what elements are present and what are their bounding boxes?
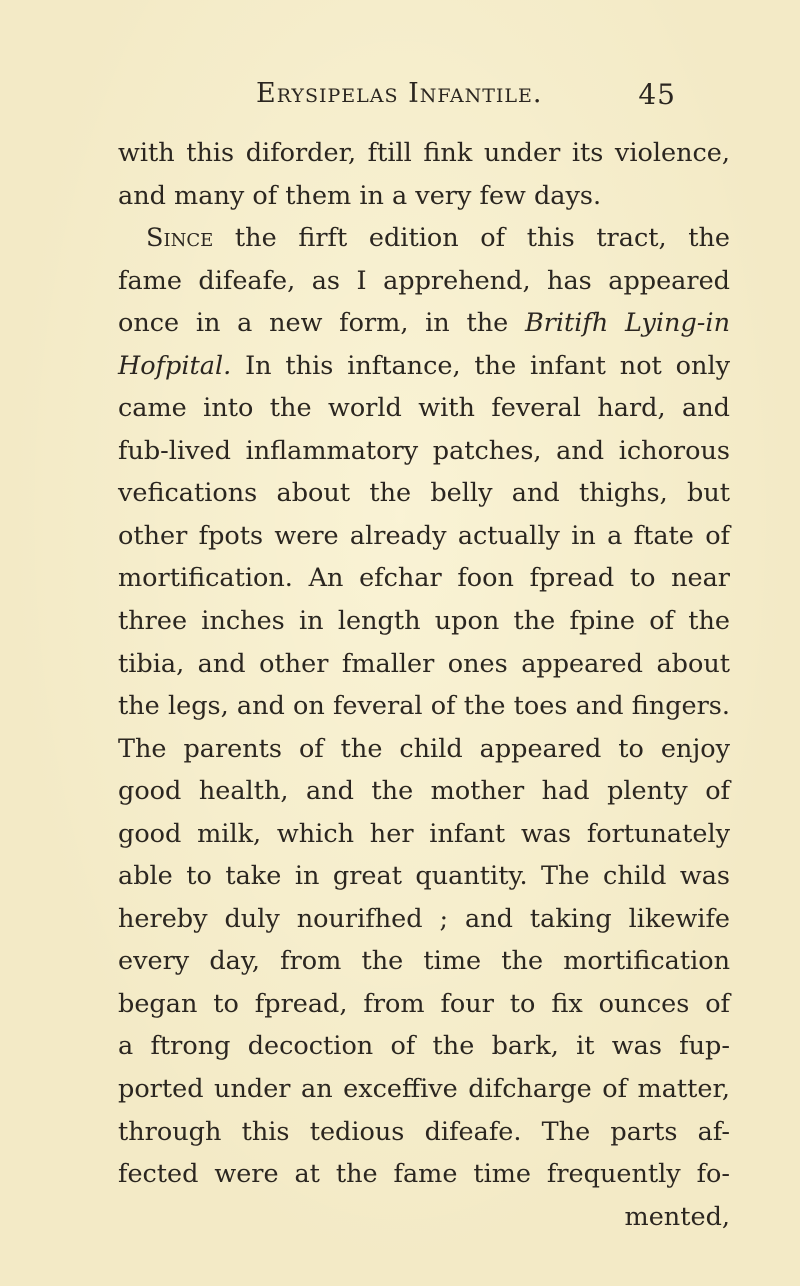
- text-line: hereby duly nourifhed ; and taking likewife: [118, 903, 730, 934]
- text-line: ported under an exceffive difcharge of matter,: [118, 1074, 730, 1105]
- text-line: vefications about the belly and thighs, but: [118, 478, 730, 509]
- inline-italic: Hofpital.: [118, 350, 232, 381]
- text-line: a ftrong decoction of the bark, it was fup-: [118, 1031, 730, 1062]
- text-line: [118, 345, 730, 388]
- catchword: mented,: [624, 1201, 730, 1232]
- page-number: 45: [638, 78, 676, 111]
- text-line: and many of them in a very few days.: [118, 180, 602, 211]
- text-line: came into the world with feveral hard, and: [118, 393, 730, 424]
- text-line: began to fpread, from four to fix ounces of: [118, 988, 730, 1019]
- text-line: good milk, which her infant was fortunately: [118, 818, 730, 849]
- text-line: able to take in great quantity. The child was: [118, 861, 730, 892]
- line-fragment: the firft edition of this tract, the: [234, 223, 731, 254]
- text-line: three inches in length upon the fpine of the: [118, 606, 730, 637]
- line-fragment: once in a new form, in the: [118, 308, 509, 339]
- text-line: fected were at the fame time frequently fo-: [118, 1159, 730, 1190]
- text-line: other fpots were already actually in a ftate of: [118, 520, 730, 551]
- running-header: [256, 78, 676, 118]
- text-line: tibia, and other fmaller ones appeared about: [118, 648, 730, 679]
- inline-italic: Britifh Lying-in: [524, 308, 730, 339]
- text-line: good health, and the mother had plenty of: [118, 776, 730, 807]
- text-line: with this diforder, ftill fink under its violence,: [118, 138, 730, 168]
- text-line: mortification. An efchar foon fpread to near: [118, 563, 730, 594]
- line-fragment: In this inftance, the infant not only: [245, 350, 730, 381]
- text-line: through this tedious difeafe. The parts af-: [118, 1116, 730, 1147]
- text-line: fame difeafe, as I apprehend, has appeared: [118, 265, 730, 296]
- text-line: every day, from the time the mortification: [118, 946, 730, 977]
- text-line: [118, 217, 730, 260]
- body-text: [118, 132, 730, 1238]
- text-line: fub-lived inflammatory patches, and ichorous: [118, 435, 730, 466]
- inline-small-caps: Since: [146, 223, 214, 254]
- text-line: the legs, and on feveral of the toes and fingers.: [118, 691, 730, 722]
- text-line: The parents of the child appeared to enjoy: [118, 733, 730, 764]
- text-line: [118, 302, 730, 345]
- running-title: Erysipelas Infantile.: [256, 78, 543, 109]
